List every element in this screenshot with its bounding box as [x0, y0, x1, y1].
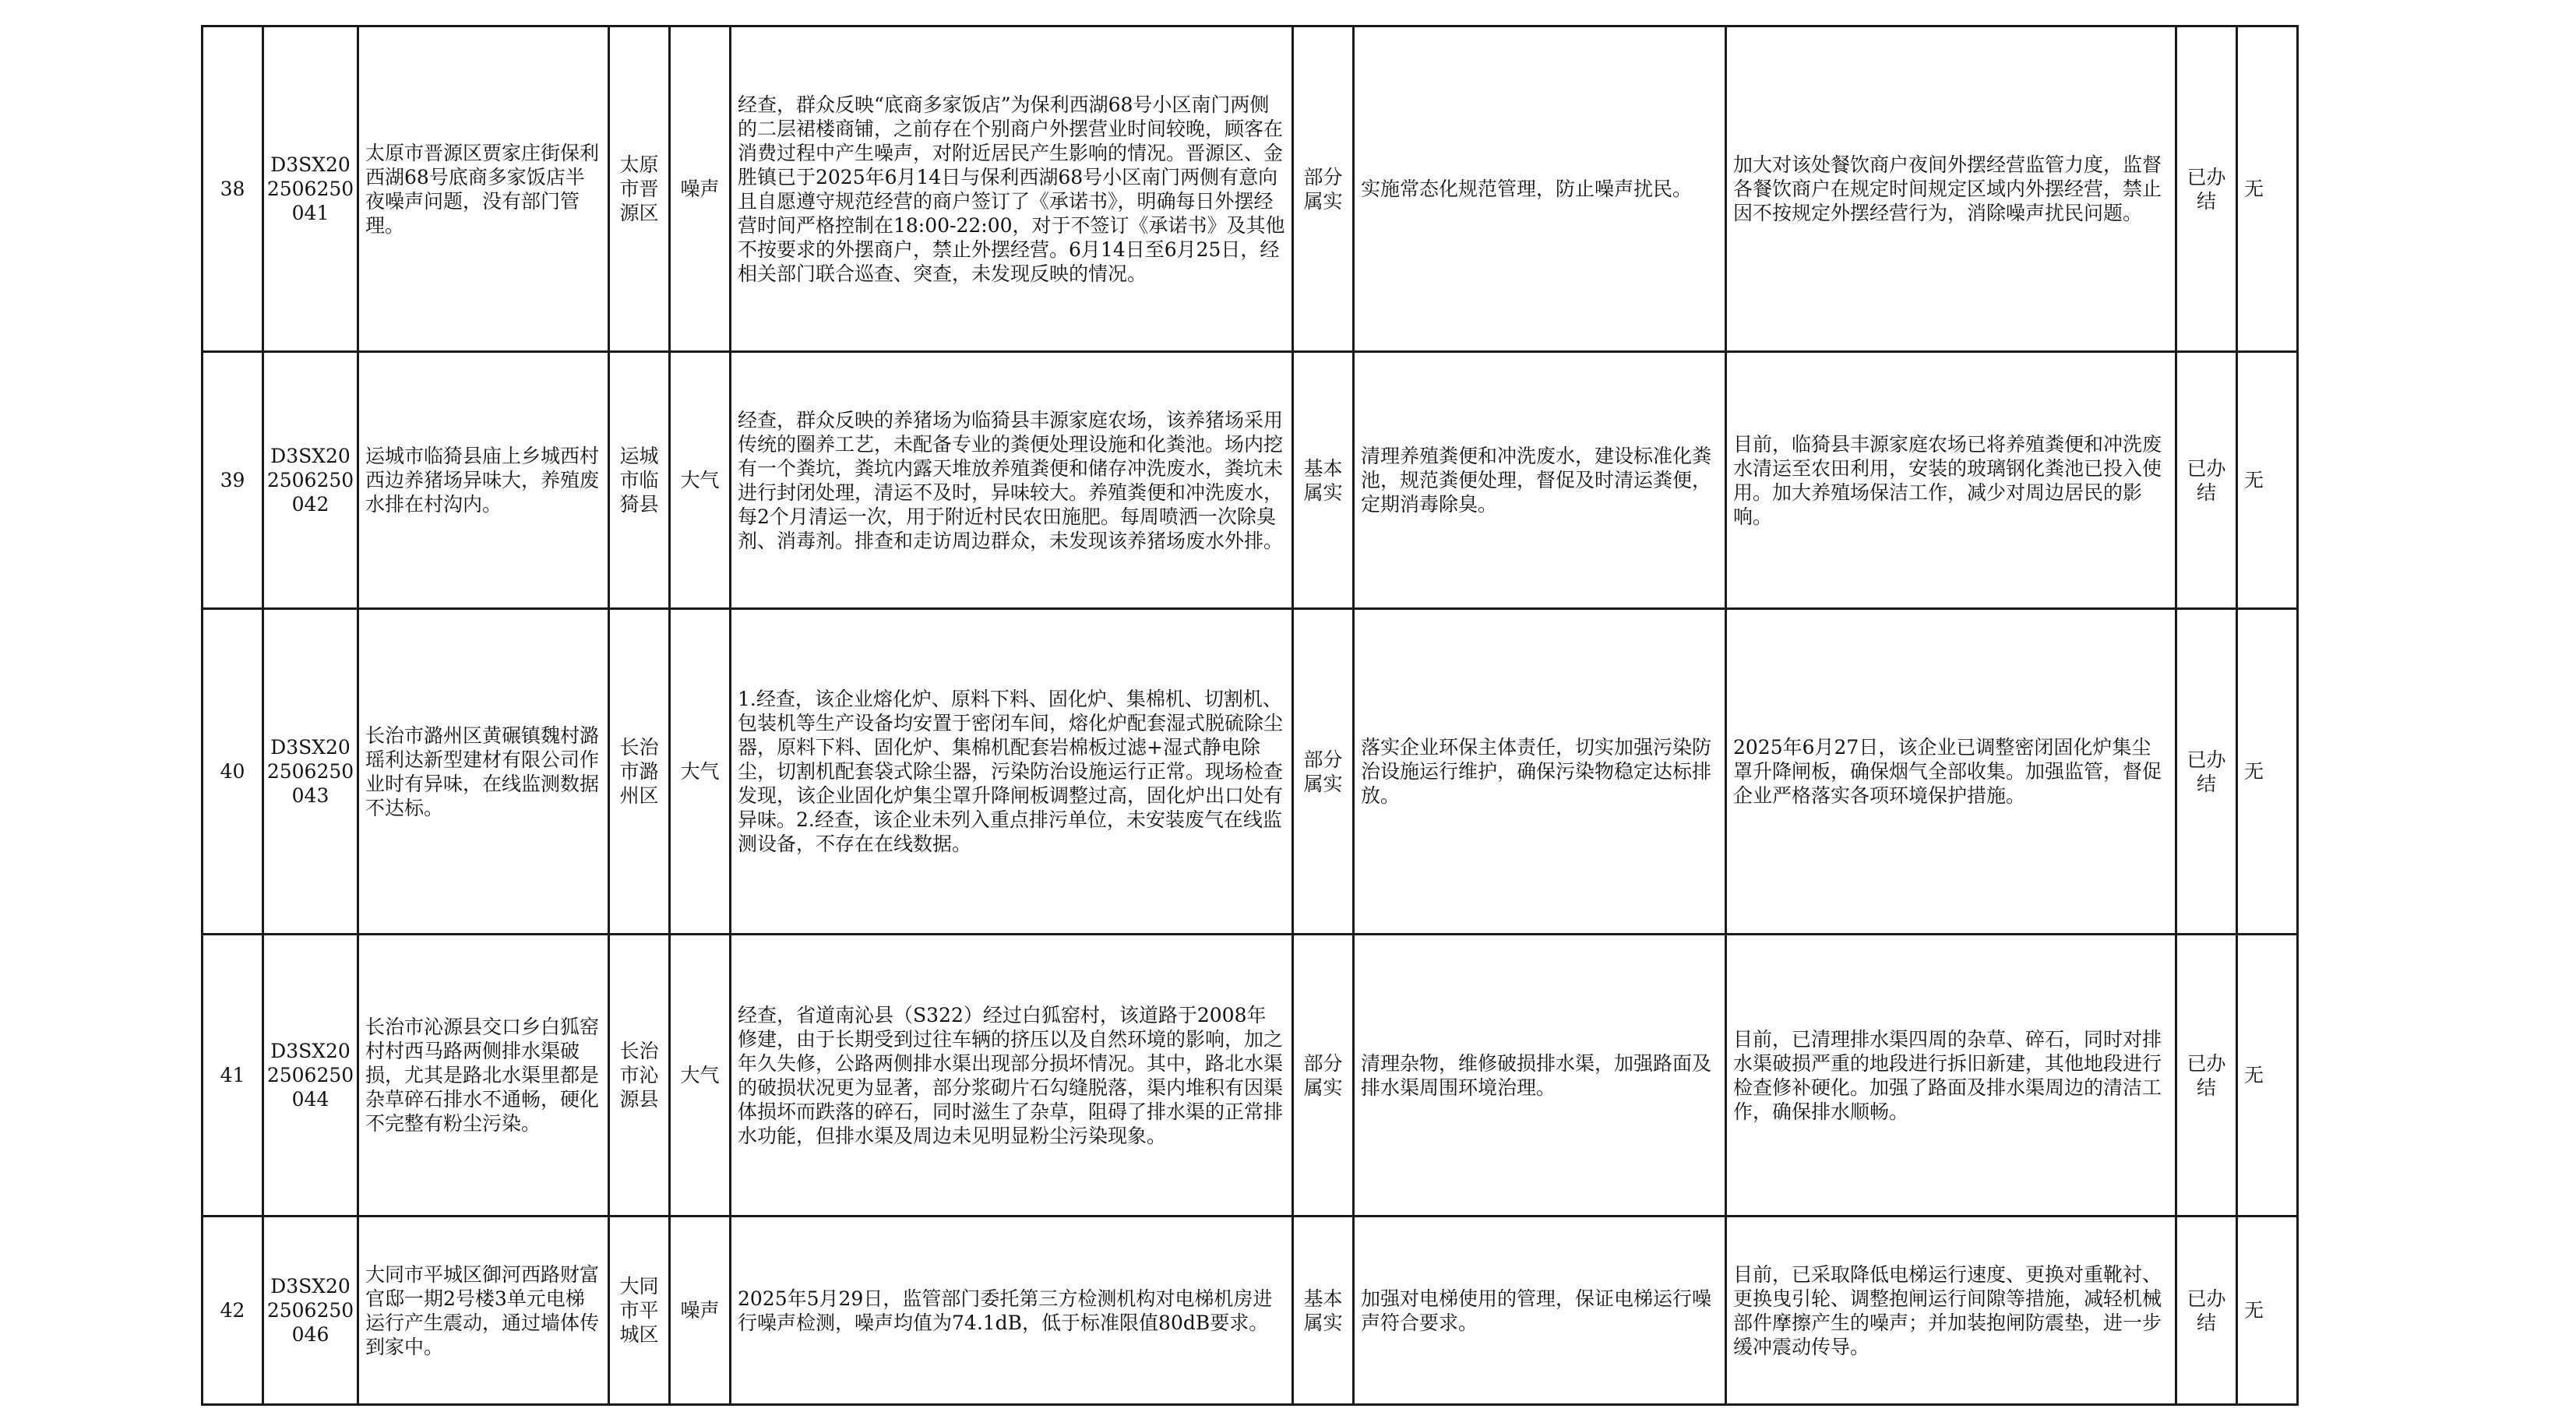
remark: 无: [2237, 935, 2298, 1217]
case-code: D3SX202506250043: [263, 609, 358, 935]
verdict: 部分属实: [1293, 609, 1354, 935]
row-index: 38: [203, 26, 263, 352]
pollution-type: 大气: [670, 935, 731, 1217]
verdict: 基本属实: [1293, 1217, 1354, 1405]
remark: 无: [2237, 1217, 2298, 1405]
district: 长治市潞州区: [609, 609, 670, 935]
case-code: D3SX202506250042: [263, 352, 358, 609]
table-row: [203, 1217, 2298, 1405]
row-index: 39: [203, 352, 263, 609]
row-index: 41: [203, 935, 263, 1217]
remark: 无: [2237, 352, 2298, 609]
issue-text: 长治市沁源县交口乡白狐窑村村西马路两侧排水渠破损，尤其是路北水渠里都是杂草碎石排水不通畅，硬化不完整有粉尘污染。: [358, 935, 609, 1217]
investigation-text: 经查，省道南沁县（S322）经过白狐窑村，该道路于2008年修建，由于长期受到过往车辆的挤压以及自然环境的影响，加之年久失修，公路两侧排水渠出现部分损坏情况。其中，路北水渠的破损状况更为显著，部分浆砌片石勾缝脱落，渠内堆积有因渠体损坏而跌落的碎石，同时滋生了杂草，阻碍了排水渠的正常排水功能，但排水渠及周边未见明显粉尘污染现象。: [731, 935, 1293, 1217]
progress-text: 目前，已清理排水渠四周的杂草、碎石，同时对排水渠破损严重的地段进行拆旧新建，其他地段进行检查修补硬化。加强了路面及排水渠周边的清洁工作，确保排水顺畅。: [1726, 935, 2176, 1217]
status: 已办结: [2176, 935, 2237, 1217]
status: 已办结: [2176, 352, 2237, 609]
remark: 无: [2237, 26, 2298, 352]
remark: 无: [2237, 609, 2298, 935]
measures-text: 落实企业环保主体责任，切实加强污染防治设施运行维护，确保污染物稳定达标排放。: [1354, 609, 1726, 935]
pollution-type: 大气: [670, 609, 731, 935]
row-index: 42: [203, 1217, 263, 1405]
pollution-type: 噪声: [670, 26, 731, 352]
investigation-text: 经查，群众反映“底商多家饭店”为保利西湖68号小区南门两侧的二层裙楼商铺，之前存在个别商户外摆营业时间较晚，顾客在消费过程中产生噪声，对附近居民产生影响的情况。晋源区、金胜镇已于2025年6月14日与保利西湖68号小区南门两侧有意向且自愿遵守规范经营的商户签订了《承诺书》，明确每日外摆经营时间严格控制在18:00-22:00，对于不签订《承诺书》及其他不按要求的外摆商户，禁止外摆经营。6月14日至6月25日，经相关部门联合巡查、突查，未发现反映的情况。: [731, 26, 1293, 352]
district: 运城市临猗县: [609, 352, 670, 609]
issue-text: 运城市临猗县庙上乡城西村西边养猪场异味大，养殖废水排在村沟内。: [358, 352, 609, 609]
progress-text: 加大对该处餐饮商户夜间外摆经营监管力度，监督各餐饮商户在规定时间规定区域内外摆经营，禁止因不按规定外摆经营行为，消除噪声扰民问题。: [1726, 26, 2176, 352]
district: 太原市晋源区: [609, 26, 670, 352]
pollution-type: 噪声: [670, 1217, 731, 1405]
district: 长治市沁源县: [609, 935, 670, 1217]
investigation-text: 1.经查，该企业熔化炉、原料下料、固化炉、集棉机、切割机、包装机等生产设备均安置于密闭车间，熔化炉配套湿式脱硫除尘器，原料下料、固化炉、集棉机配套岩棉板过滤+湿式静电除尘，切割机配套袋式除尘器，污染防治设施运行正常。现场检查发现，该企业固化炉集尘罩升降闸板调整过高，固化炉出口处有异味。2.经查，该企业未列入重点排污单位，未安装废气在线监测设备，不存在在线数据。: [731, 609, 1293, 935]
table-row: [203, 609, 2298, 935]
table-row: [203, 935, 2298, 1217]
measures-text: 加强对电梯使用的管理，保证电梯运行噪声符合要求。: [1354, 1217, 1726, 1405]
progress-text: 目前，临猗县丰源家庭农场已将养殖粪便和冲洗废水清运至农田利用，安装的玻璃钢化粪池已投入使用。加大养殖场保洁工作，减少对周边居民的影响。: [1726, 352, 2176, 609]
status: 已办结: [2176, 1217, 2237, 1405]
issue-text: 太原市晋源区贾家庄街保利西湖68号底商多家饭店半夜噪声问题，没有部门管理。: [358, 26, 609, 352]
case-code: D3SX202506250046: [263, 1217, 358, 1405]
issue-text: 长治市潞州区黄碾镇魏村潞瑶利达新型建材有限公司作业时有异味，在线监测数据不达标。: [358, 609, 609, 935]
measures-text: 清理养殖粪便和冲洗废水，建设标准化粪池，规范粪便处理，督促及时清运粪便，定期消毒除臭。: [1354, 352, 1726, 609]
progress-text: 2025年6月27日，该企业已调整密闭固化炉集尘罩升降闸板，确保烟气全部收集。加强监管，督促企业严格落实各项环境保护措施。: [1726, 609, 2176, 935]
table-row: [203, 26, 2298, 352]
verdict: 部分属实: [1293, 26, 1354, 352]
case-code: D3SX202506250041: [263, 26, 358, 352]
complaint-table: [201, 25, 2299, 1406]
measures-text: 实施常态化规范管理，防止噪声扰民。: [1354, 26, 1726, 352]
progress-text: 目前，已采取降低电梯运行速度、更换对重靴衬、更换曳引轮、调整抱闸运行间隙等措施，减轻机械部件摩擦产生的噪声；并加装抱闸防震垫，进一步缓冲震动传导。: [1726, 1217, 2176, 1405]
verdict: 基本属实: [1293, 352, 1354, 609]
district: 大同市平城区: [609, 1217, 670, 1405]
case-code: D3SX202506250044: [263, 935, 358, 1217]
pollution-type: 大气: [670, 352, 731, 609]
status: 已办结: [2176, 26, 2237, 352]
issue-text: 大同市平城区御河西路财富官邸一期2号楼3单元电梯运行产生震动，通过墙体传到家中。: [358, 1217, 609, 1405]
measures-text: 清理杂物，维修破损排水渠，加强路面及排水渠周围环境治理。: [1354, 935, 1726, 1217]
table-row: [203, 352, 2298, 609]
investigation-text: 经查，群众反映的养猪场为临猗县丰源家庭农场，该养猪场采用传统的圈养工艺，未配备专业的粪便处理设施和化粪池。场内挖有一个粪坑，粪坑内露天堆放养殖粪便和储存冲洗废水，粪坑未进行封闭处理，清运不及时，异味较大。养殖粪便和冲洗废水，每2个月清运一次，用于附近村民农田施肥。每周喷洒一次除臭剂、消毒剂。排查和走访周边群众，未发现该养猪场废水外排。: [731, 352, 1293, 609]
status: 已办结: [2176, 609, 2237, 935]
row-index: 40: [203, 609, 263, 935]
verdict: 部分属实: [1293, 935, 1354, 1217]
investigation-text: 2025年5月29日，监管部门委托第三方检测机构对电梯机房进行噪声检测，噪声均值为74.1dB，低于标准限值80dB要求。: [731, 1217, 1293, 1405]
